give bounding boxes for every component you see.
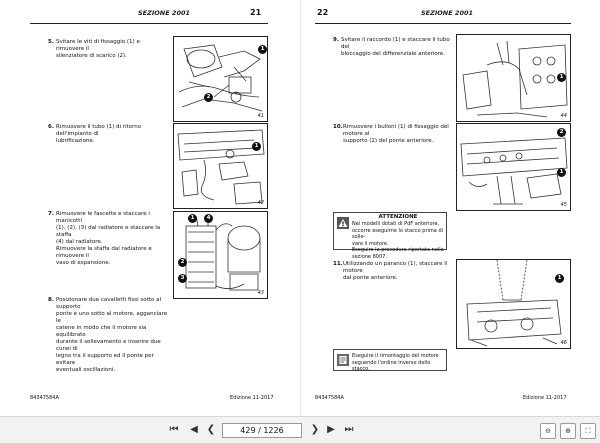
warning-icon bbox=[337, 217, 349, 229]
zoom-in-icon[interactable]: ⊕ bbox=[560, 423, 576, 439]
header-rule bbox=[315, 23, 571, 24]
fullscreen-icon[interactable]: ⛶ bbox=[580, 423, 596, 439]
callout-marker: 3 bbox=[178, 274, 187, 283]
step-number: 7. bbox=[48, 211, 54, 217]
step-text: Rimuovere le fascette e staccare i manicotti (1), (2), (3) dal radiatore e staccare la staffa (4) dal radiatore. Rimuovere la staffa dal radiatore e rimuovere il vaso di espansione. bbox=[56, 211, 161, 266]
engine-mount-bolts-illustration bbox=[457, 124, 570, 210]
differential-lock-pipe-illustration bbox=[457, 35, 570, 121]
right-page bbox=[300, 0, 600, 416]
figure-46 bbox=[456, 259, 571, 349]
footer-code: 84347584A bbox=[315, 395, 344, 401]
step-number: 8. bbox=[48, 297, 54, 303]
step-number: 9. bbox=[333, 37, 339, 43]
figure-43 bbox=[173, 211, 268, 299]
callout-marker: 1 bbox=[557, 168, 566, 177]
step-text: Rimuovere il tubo (1) di ritorno dell'impianto di lubrificazione. bbox=[56, 124, 142, 144]
lubrication-pipe-illustration bbox=[174, 124, 267, 208]
radiator-hoses-illustration bbox=[174, 212, 267, 298]
page-number: 21 bbox=[250, 8, 262, 17]
viewer-toolbar bbox=[0, 416, 600, 443]
callout-marker: 1 bbox=[555, 274, 564, 283]
notice-text: Eseguire il rimontaggio del motore seguendo l'ordine inverso dello stacco. bbox=[352, 353, 439, 372]
step-text: Svitare le viti di fissaggio (1) e rimuovere il silenziatore di scarico (2). bbox=[56, 39, 140, 59]
previous-page-icon[interactable]: ◀ bbox=[190, 424, 198, 435]
section-title: SEZIONE 2001 bbox=[138, 9, 191, 17]
figure-number: 42 bbox=[257, 200, 264, 206]
figure-number: 43 bbox=[257, 290, 264, 296]
notice-title: ATTENZIONE bbox=[378, 214, 418, 220]
first-page-icon[interactable]: ⏮ bbox=[169, 424, 179, 435]
step-number: 6. bbox=[48, 124, 54, 130]
next-page-icon[interactable]: ▶ bbox=[327, 424, 335, 435]
zoom-out-icon[interactable]: ⊖ bbox=[540, 423, 556, 439]
step-text: Posizionare due cavalletti fissi sotto al supporto ponte e uno sotto al motore, agganciare le catene in modo che il motore sia equilibrato durante il sollevamento e inserire due cunei di legno tra il supporto ed il ponte per evitare eventuali oscillazioni. bbox=[56, 297, 168, 373]
page-number-input[interactable]: 429 / 1226 bbox=[222, 423, 302, 438]
callout-marker: 4 bbox=[204, 214, 213, 223]
step-text: Rimuovere i bulloni (1) di fissaggio del motore al supporto (2) del ponte anteriore. bbox=[343, 124, 449, 144]
header-rule bbox=[30, 23, 268, 24]
step-text: Svitare il raccordo (1) e staccare il tubo del bloccaggio del differenziale anteriore. bbox=[341, 37, 450, 57]
step-number: 11. bbox=[333, 261, 343, 267]
figure-number: 46 bbox=[560, 340, 567, 346]
callout-marker: 1 bbox=[557, 73, 566, 82]
section-title: SEZIONE 2001 bbox=[421, 9, 474, 17]
manual-icon bbox=[337, 354, 349, 366]
step-number: 5. bbox=[48, 39, 54, 45]
callout-marker: 1 bbox=[258, 45, 267, 54]
callout-marker: 2 bbox=[204, 93, 213, 102]
figure-number: 41 bbox=[257, 113, 264, 119]
warning-notice bbox=[333, 212, 447, 260]
left-page bbox=[0, 0, 299, 416]
engine-exhaust-illustration bbox=[174, 37, 267, 121]
callout-marker: 2 bbox=[557, 128, 566, 137]
step-text: Utilizzando un paranco (1), staccare il motore dal ponte anteriore. bbox=[343, 261, 448, 281]
step-number: 10. bbox=[333, 124, 343, 130]
figure-44 bbox=[456, 34, 571, 122]
info-notice bbox=[333, 349, 447, 371]
figure-number: 45 bbox=[560, 202, 567, 208]
next-page-arrow-icon[interactable]: ❯ bbox=[310, 424, 320, 435]
footer-edition: Edizione 11-2017 bbox=[230, 395, 274, 401]
last-page-icon[interactable]: ⏭ bbox=[344, 424, 354, 435]
notice-text: Nei modelli dotati di PdF anteriore, occorre eseguirne lo stacco prima di solle- vare il motore. Eseguire la procedura riportata nella sezione 8007. bbox=[352, 221, 444, 260]
callout-marker: 1 bbox=[188, 214, 197, 223]
footer-code: 84347584A bbox=[30, 395, 59, 401]
callout-marker: 1 bbox=[252, 142, 261, 151]
callout-marker: 2 bbox=[178, 258, 187, 267]
footer-edition: Edizione 11-2017 bbox=[523, 395, 567, 401]
figure-number: 44 bbox=[560, 113, 567, 119]
figure-42 bbox=[173, 123, 268, 209]
figure-45 bbox=[456, 123, 571, 211]
previous-page-arrow-icon[interactable]: ❮ bbox=[206, 424, 216, 435]
engine-hoist-illustration bbox=[457, 260, 570, 348]
page-number: 22 bbox=[317, 8, 329, 17]
figure-41 bbox=[173, 36, 268, 122]
